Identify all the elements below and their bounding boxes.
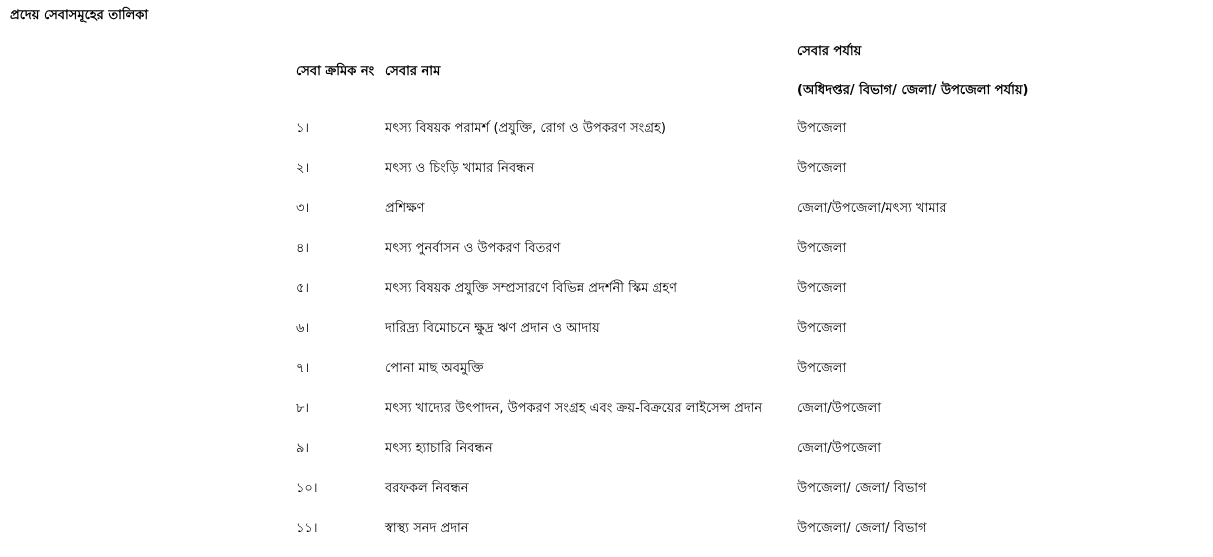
row-service-level: উপজেলা: [797, 321, 847, 336]
table-row: [0, 357, 1213, 397]
table-row: [0, 397, 1213, 437]
row-serial: ৮।: [296, 401, 310, 416]
row-serial: ৫।: [296, 281, 310, 296]
row-serial: ১০।: [296, 481, 318, 496]
row-service-level: উপজেলা: [797, 361, 847, 376]
row-service-name: মৎস্য বিষয়ক পরামর্শ (প্রযুক্তি, রোগ ও উপকরণ সংগ্রহ): [385, 121, 666, 136]
row-service-level: উপজেলা: [797, 161, 847, 176]
table-row: [0, 517, 1213, 557]
table-row: [0, 317, 1213, 357]
table-row: [0, 237, 1213, 277]
row-serial: ৯।: [296, 441, 310, 456]
row-service-name: মৎস্য বিষয়ক প্রযুক্তি সম্প্রসারণে বিভিন্ন প্রদর্শনী স্কিম গ্রহণ: [385, 281, 677, 296]
row-serial: ৩।: [296, 201, 310, 216]
header-service-level: সেবার পর্যায়: [797, 44, 862, 59]
row-serial: ৪।: [296, 241, 310, 256]
row-service-level: জেলা/উপজেলা: [797, 441, 882, 456]
row-serial: ২।: [296, 161, 310, 176]
service-table-body: [0, 117, 1213, 557]
row-service-name: প্রশিক্ষণ: [385, 201, 425, 216]
header-service-level-detail: (অধিদপ্তর/ বিভাগ/ জেলা/ উপজেলা পর্যায়): [797, 83, 1029, 98]
row-service-name: মৎস্য ও চিংড়ি খামার নিবন্ধন: [385, 161, 535, 176]
row-service-name: মৎস্য হ্যাচারি নিবন্ধন: [385, 441, 493, 456]
row-serial: ১১।: [296, 521, 318, 536]
page-title: প্রদেয় সেবাসমূহের তালিকা: [10, 8, 149, 23]
table-row: [0, 157, 1213, 197]
table-row: [0, 277, 1213, 317]
row-service-level: উপজেলা: [797, 281, 847, 296]
row-service-level: উপজেলা/ জেলা/ বিভাগ: [797, 521, 927, 536]
row-service-name: মৎস্য খাদ্যের উৎপাদন, উপকরণ সংগ্রহ এবং ক্রয়-বিক্রয়ের লাইসেন্স প্রদান: [385, 401, 763, 416]
row-service-name: দারিদ্র্য বিমোচনে ক্ষুদ্র ঋণ প্রদান ও আদায়: [385, 321, 600, 336]
row-service-level: জেলা/উপজেলা: [797, 401, 882, 416]
table-row: [0, 117, 1213, 157]
row-service-name: পোনা মাছ অবমুক্তি: [385, 361, 484, 376]
table-row: [0, 477, 1213, 517]
row-service-level: উপজেলা/ জেলা/ বিভাগ: [797, 481, 927, 496]
header-serial: সেবা ক্রমিক নং: [296, 64, 375, 79]
table-row: [0, 197, 1213, 237]
row-serial: ৭।: [296, 361, 310, 376]
row-service-name: বরফকল নিবন্ধন: [385, 481, 469, 496]
row-service-level: উপজেলা: [797, 121, 847, 136]
row-service-name: মৎস্য পুনর্বাসন ও উপকরণ বিতরণ: [385, 241, 561, 256]
row-serial: ১।: [296, 121, 310, 136]
row-service-level: উপজেলা: [797, 241, 847, 256]
table-row: [0, 437, 1213, 477]
row-service-level: জেলা/উপজেলা/মৎস্য খামার: [797, 201, 947, 216]
row-serial: ৬।: [296, 321, 310, 336]
row-service-name: স্বাস্থ্য সনদ প্রদান: [385, 521, 469, 536]
header-service-name: সেবার নাম: [385, 64, 441, 79]
